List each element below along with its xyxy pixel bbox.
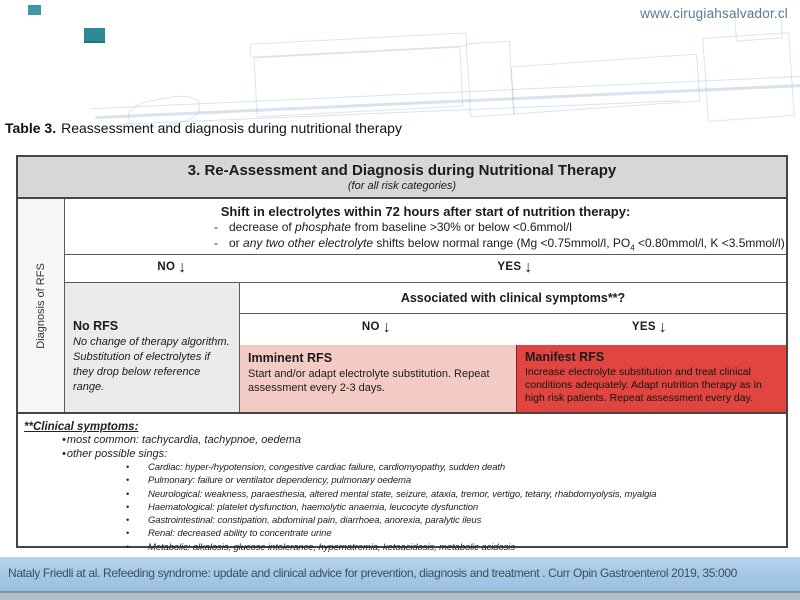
- down-arrow-icon: ↓: [658, 319, 668, 336]
- no-rfs-body: No change of therapy algorithm. Substitution of electrolytes if they drop below reference range.: [73, 336, 230, 393]
- table-caption-text: Reassessment and diagnosis during nutritional therapy: [61, 120, 402, 136]
- dash-bullet-icon: -: [214, 236, 218, 250]
- side-label: Diagnosis of RFS: [35, 262, 47, 349]
- clinical-symptoms-question: Associated with clinical symptoms**?: [240, 283, 786, 314]
- list-item: • Haematological: platelet dysfunction, haemolytic anaemia, leucocyte dysfunction: [126, 501, 479, 513]
- teal-accent-rect: [84, 28, 105, 43]
- electrolyte-bullet-1: - decrease of phosphate from baseline >30% or below <0.6mmol/l: [203, 219, 786, 235]
- bullet-icon: •: [126, 501, 130, 512]
- list-item: • Gastrointestinal: constipation, abdominal pain, diarrhoea, anorexia, paralytic ileus: [126, 515, 482, 527]
- list-item: •other possible sings:: [62, 448, 168, 460]
- down-arrow-icon: ↓: [382, 319, 392, 336]
- manifest-rfs-title: Manifest RFS: [525, 350, 605, 364]
- table-header-title: 3. Re-Assessment and Diagnosis during Nutritional Therapy: [187, 162, 617, 179]
- list-item: • Neurological: weakness, paraesthesia, altered mental state, seizure, ataxia, tremor, vertigo, tetany, rhabdomyolysis, myalgia: [126, 488, 657, 500]
- list-item: • Renal: decreased ability to concentrate urine: [126, 528, 332, 540]
- no-rfs-cell: [65, 283, 240, 412]
- bullet-icon: •: [126, 488, 130, 499]
- table-header-subtitle: (for all risk categories): [347, 180, 457, 192]
- list-item: • Pulmonary: failure or ventilator dependency, pulmonary oedema: [126, 475, 412, 487]
- citation-text: Nataly Friedli at al. Refeeding syndrome: update and clinical advice for prevention, diagnosis and treatment . Curr Opin Gastroenterol 2019, 35:000: [8, 566, 737, 580]
- bullet-icon: •: [126, 541, 130, 552]
- no-rfs-title: No RFS: [73, 319, 119, 333]
- footnote-heading: **Clinical symptoms:: [24, 421, 139, 433]
- website-url: www.cirugiahsalvador.cl: [640, 6, 788, 21]
- table-caption: [5, 120, 402, 136]
- electrolyte-bullet-2: - or any two other electrolyte shifts below normal range (Mg <0.75mmol/l, $PO_4$ <0.80mmol/l, K <3.5mmol/l): [203, 235, 786, 256]
- footnote-section: [18, 412, 786, 553]
- table-caption-number: Table 3.: [5, 120, 57, 136]
- citation-bar: [0, 557, 800, 591]
- imminent-rfs-body: Start and/or adapt electrolyte substitution. Repeat assessment every 2-3 days.: [248, 368, 490, 394]
- imminent-rfs-title: Imminent RFS: [248, 351, 333, 365]
- branch2-no: NO ↓: [361, 319, 392, 336]
- bottom-strip: [0, 591, 800, 600]
- electrolyte-heading: Shift in electrolytes within 72 hours after start of nutrition therapy:: [220, 204, 631, 219]
- branch-row-electrolytes: [65, 255, 786, 283]
- bullet-icon: •: [62, 448, 66, 460]
- branch1-yes: YES ↓: [497, 259, 533, 276]
- bullet-icon: •: [126, 462, 130, 472]
- dash-bullet-icon: -: [214, 220, 218, 234]
- bullet-icon: •: [126, 528, 130, 539]
- list-item: •most common: tachycardia, tachypnoe, oedema: [62, 434, 302, 446]
- list-item: • Metabolic: alkalosis, glucose intolerance, hypernatremia, ketoacidosis, metabolic acidosis: [126, 541, 515, 553]
- bullet-icon: •: [126, 475, 130, 486]
- bullet-icon: •: [126, 515, 130, 526]
- bullet-icon: •: [62, 434, 66, 446]
- down-arrow-icon: ↓: [178, 259, 187, 276]
- manifest-rfs-cell: [516, 345, 786, 412]
- manifest-rfs-body: Increase electrolyte substitution and treat clinical conditions adequately. Adapt nutrition therapy as in high risk patients. Repeat assessment every day.: [525, 366, 762, 404]
- table-header: [18, 157, 786, 199]
- list-item: • Cardiac: hyper-/hypotension, congestive cardiac failure, cardiomyopathy, sudden death: [126, 462, 506, 473]
- reassessment-table: [16, 155, 788, 553]
- down-arrow-icon: ↓: [524, 259, 533, 276]
- side-label-cell: [18, 199, 65, 412]
- electrolyte-shift-cell: [65, 199, 786, 255]
- teal-accent-square: [28, 5, 41, 15]
- branch1-no: NO ↓: [157, 259, 187, 276]
- branch2-yes: YES ↓: [631, 319, 668, 336]
- imminent-rfs-cell: [240, 345, 516, 412]
- branch-row-symptoms: [240, 314, 786, 345]
